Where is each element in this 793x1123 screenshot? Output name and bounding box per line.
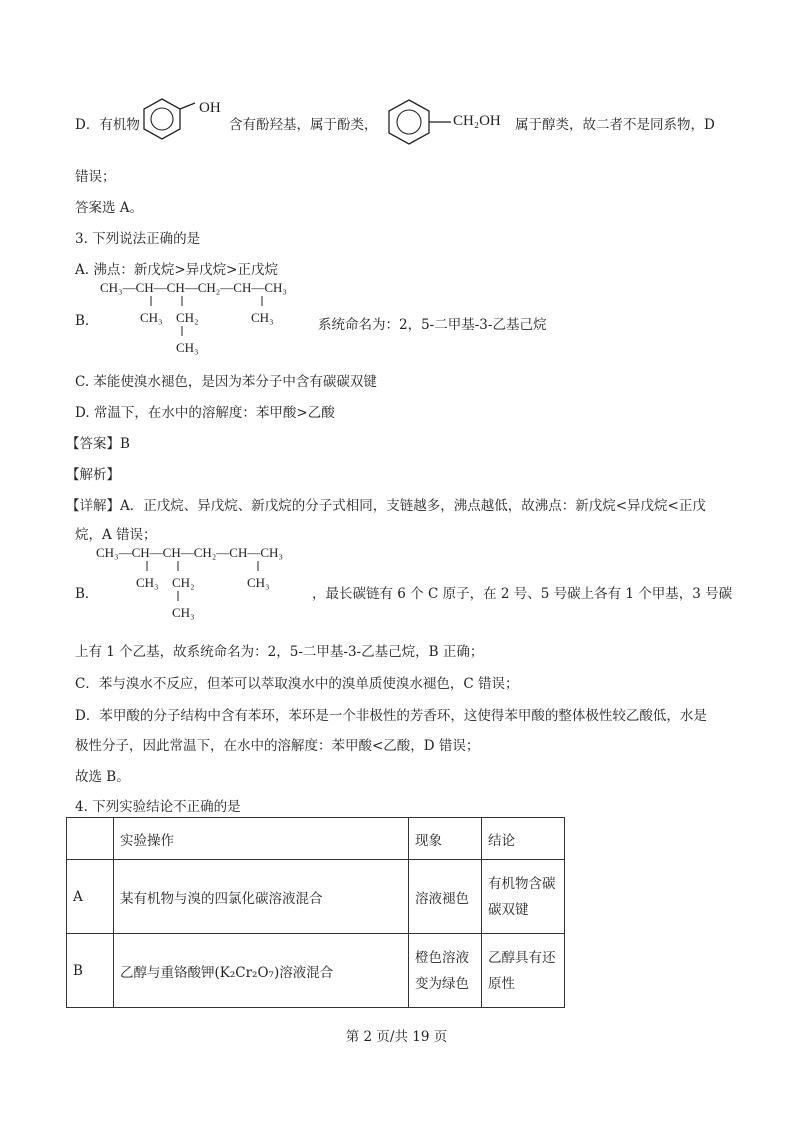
- q3-answer: 【答案】B: [66, 436, 130, 452]
- q3-detail-d-1: D．苯甲酸的分子结构中含有苯环，苯环是一个非极性的芳香环，这使得苯甲酸的整体极性较乙酸低，水是: [75, 708, 707, 724]
- row-a-conclusion-line-2: 碳双键: [488, 901, 529, 918]
- struct1-branch-2: CH₂: [176, 310, 199, 325]
- q3-option-b-label: B.: [75, 313, 90, 329]
- q3-option-b-text: 系统命名为：2，5-二甲基-3-乙基己烷: [318, 317, 547, 333]
- struct2-branch-3: CH₃: [172, 605, 195, 620]
- header-cell-conclusion: 结论: [482, 818, 565, 860]
- struct2-branch-4: CH₃: [247, 575, 270, 590]
- table-header-row: [67, 818, 565, 860]
- row-a-conclusion: [482, 860, 565, 934]
- q3-conclusion: 故选 B。: [75, 769, 130, 785]
- row-b-operation: 乙醇与重铬酸钾(K₂Cr₂O₇)溶液混合: [114, 934, 409, 1008]
- q3-detail-b-label: B．: [75, 586, 99, 602]
- q3-detail-c: C．苯与溴水不反应，但苯可以萃取溴水中的溴单质使溴水褪色，C 错误；: [75, 676, 519, 692]
- d-option-prefix: D．有机物: [75, 117, 140, 133]
- d-option-middle: 含有酚羟基，属于酚类，: [229, 117, 378, 133]
- q3-analysis: 【解析】: [66, 467, 120, 483]
- d-option-suffix: 属于醇类，故二者不是同系物，D: [515, 117, 715, 133]
- struct2-branch-2: CH₂: [172, 575, 195, 590]
- table-row: [67, 934, 565, 1008]
- phenol-oh: OH: [199, 100, 221, 116]
- struct2-branch-1: CH₃: [136, 575, 159, 590]
- row-a-operation: 某有机物与溴的四氯化碳溶液混合: [114, 860, 409, 934]
- q3-detail-d-2: 极性分子，因此常温下，在水中的溶解度：苯甲酸<乙酸，D 错误；: [75, 738, 480, 754]
- q3-option-a: A. 沸点：新戊烷>异戊烷>正戊烷: [75, 262, 278, 278]
- q3-option-d: D. 常温下，在水中的溶解度：苯甲酸>乙酸: [75, 405, 335, 421]
- structure-formula-1: [100, 278, 320, 364]
- struct1-branch-4: CH₃: [251, 310, 274, 325]
- q4-stem: 4. 下列实验结论不正确的是: [75, 799, 241, 815]
- experiment-table: [66, 817, 565, 1008]
- structure-formula-2: [96, 543, 316, 629]
- header-cell-phenomenon: 现象: [409, 818, 482, 860]
- row-b-phenomenon-line-2: 变为绿色: [415, 975, 469, 992]
- struct1-branch-3: CH₃: [176, 340, 199, 355]
- row-b-phenomenon: [409, 934, 482, 1008]
- d-option-line: [75, 113, 140, 133]
- row-b-label: B: [67, 934, 114, 1008]
- row-a-phenomenon: 溶液褪色: [409, 860, 482, 934]
- row-a-conclusion-line-1: 有机物含碳: [488, 875, 556, 892]
- header-cell-label: [67, 818, 114, 860]
- q3-detail-b-text: ，最长碳链有 6 个 C 原子，在 2 号、5 号碳上各有 1 个甲基，3 号碳: [312, 586, 733, 602]
- q3-option-c: C. 苯能使溴水褪色，是因为苯分子中含有碳碳双键: [75, 374, 377, 390]
- q3-detail-b-2: 上有 1 个乙基，故系统命名为：2，5-二甲基-3-乙基己烷，B 正确；: [75, 644, 484, 660]
- q3-detail-a-1: 【详解】A．正戊烷、异戊烷、新戊烷的分子式相同，支链越多，沸点越低，故沸点：新戊烷<异戊烷<正戊: [66, 498, 706, 514]
- row-b-phenomenon-line-1: 橙色溶液: [415, 949, 469, 966]
- struct1-main-chain: CH₃—CH—CH—CH₂—CH—CH₃: [100, 280, 287, 295]
- header-cell-operation: 实验操作: [114, 818, 409, 860]
- page-footer: 第 2 页/共 19 页: [345, 1029, 448, 1045]
- table-row: [67, 860, 565, 934]
- q3-detail-a-2: 烷，A 错误；: [75, 527, 157, 543]
- struct2-main-chain: CH₃—CH—CH—CH₂—CH—CH₃: [96, 545, 283, 560]
- row-b-conclusion-line-1: 乙醇具有还: [488, 949, 556, 966]
- q3-stem: 3. 下列说法正确的是: [75, 231, 201, 247]
- d-option-continuation: 错误；: [75, 169, 116, 185]
- struct1-branch-1: CH₃: [140, 310, 163, 325]
- row-a-label: A: [67, 860, 114, 934]
- row-b-conclusion: [482, 934, 565, 1008]
- benzyl-group-label: CH₂OH: [453, 113, 501, 129]
- answer-a: 答案选 A。: [75, 200, 144, 216]
- row-b-conclusion-line-2: 原性: [488, 975, 515, 992]
